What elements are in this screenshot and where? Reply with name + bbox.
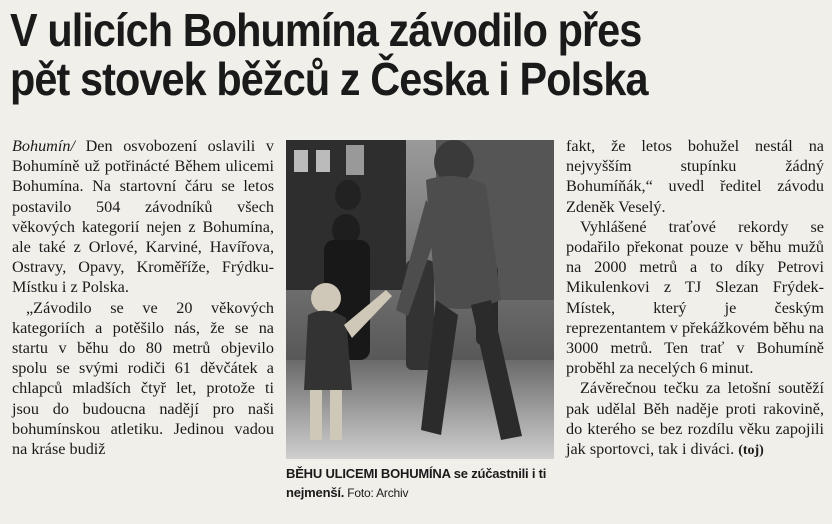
headline bbox=[10, 6, 744, 104]
article-paragraph: Vyhlášené traťové rekordy se podařilo překonat pouze v běhu mužů na 2000 metrů a to díky Petrovi Mikulenkovi z TJ Slezan Frýdek-Místek, který je českým reprezentantem v překážkovém běhu na 3000 metrů. Ten trať v Bohumíně proběhl za necelých 6 minut. bbox=[566, 217, 824, 378]
article-column-left bbox=[12, 136, 274, 459]
article-photo bbox=[286, 140, 554, 459]
headline-line-2: pět stovek běžců z Česka i Polska bbox=[10, 53, 648, 105]
photo-credit: Foto: Archiv bbox=[344, 486, 409, 500]
caption-text: se zúčastnili i ti nejmenší. bbox=[286, 466, 547, 500]
headline-line-1: V ulicích Bohumína závodilo přes bbox=[10, 4, 642, 56]
photo-caption bbox=[286, 464, 556, 503]
article-paragraph bbox=[566, 378, 824, 461]
photo-runners-image bbox=[286, 140, 554, 459]
author-signature: (toj) bbox=[738, 443, 764, 459]
article-paragraph-text: Den osvobození oslavili v Bohumíně už potřinácté Během ulicemi Bohumína. Na startovní čáru se letos postavilo 504 závodníků všech věkových kategorií nejen z Bohumína, ale také z Orlové, Karviné, Havířova, Ostravy, Opavy, Kroměříže, Frýdku-Místku i z Polska. bbox=[12, 137, 274, 297]
article-paragraph bbox=[12, 136, 274, 298]
article-column-right bbox=[566, 136, 824, 461]
caption-title: BĚHU ULICEMI BOHUMÍNA bbox=[286, 466, 451, 481]
dateline-place: Bohumín/ bbox=[12, 137, 75, 155]
article-paragraph: fakt, že letos bohužel nestál na nejvyšším stupínku žádný Bohumíňák,“ uvedl ředitel závodu Zdeněk Veselý. bbox=[566, 137, 824, 216]
article-paragraph: „Závodilo se ve 20 věkových kategoriích a potěšilo nás, že se na startu v běhu do 80 metrů objevilo spolu se svými rodiči 61 děvčátek a chlapců mladších čtyř let, protože ti jsou do budoucna nadějí pro naši bohumínskou atletiku. Jedinou vadou na kráse budiž bbox=[12, 298, 274, 459]
article-paragraph-text: Závěrečnou tečku za letošní soutěží pak udělal Běh naděje proti rakovině, do kterého se bez rozdílu věku zapojili jak sportovci, tak i diváci. bbox=[566, 379, 824, 459]
